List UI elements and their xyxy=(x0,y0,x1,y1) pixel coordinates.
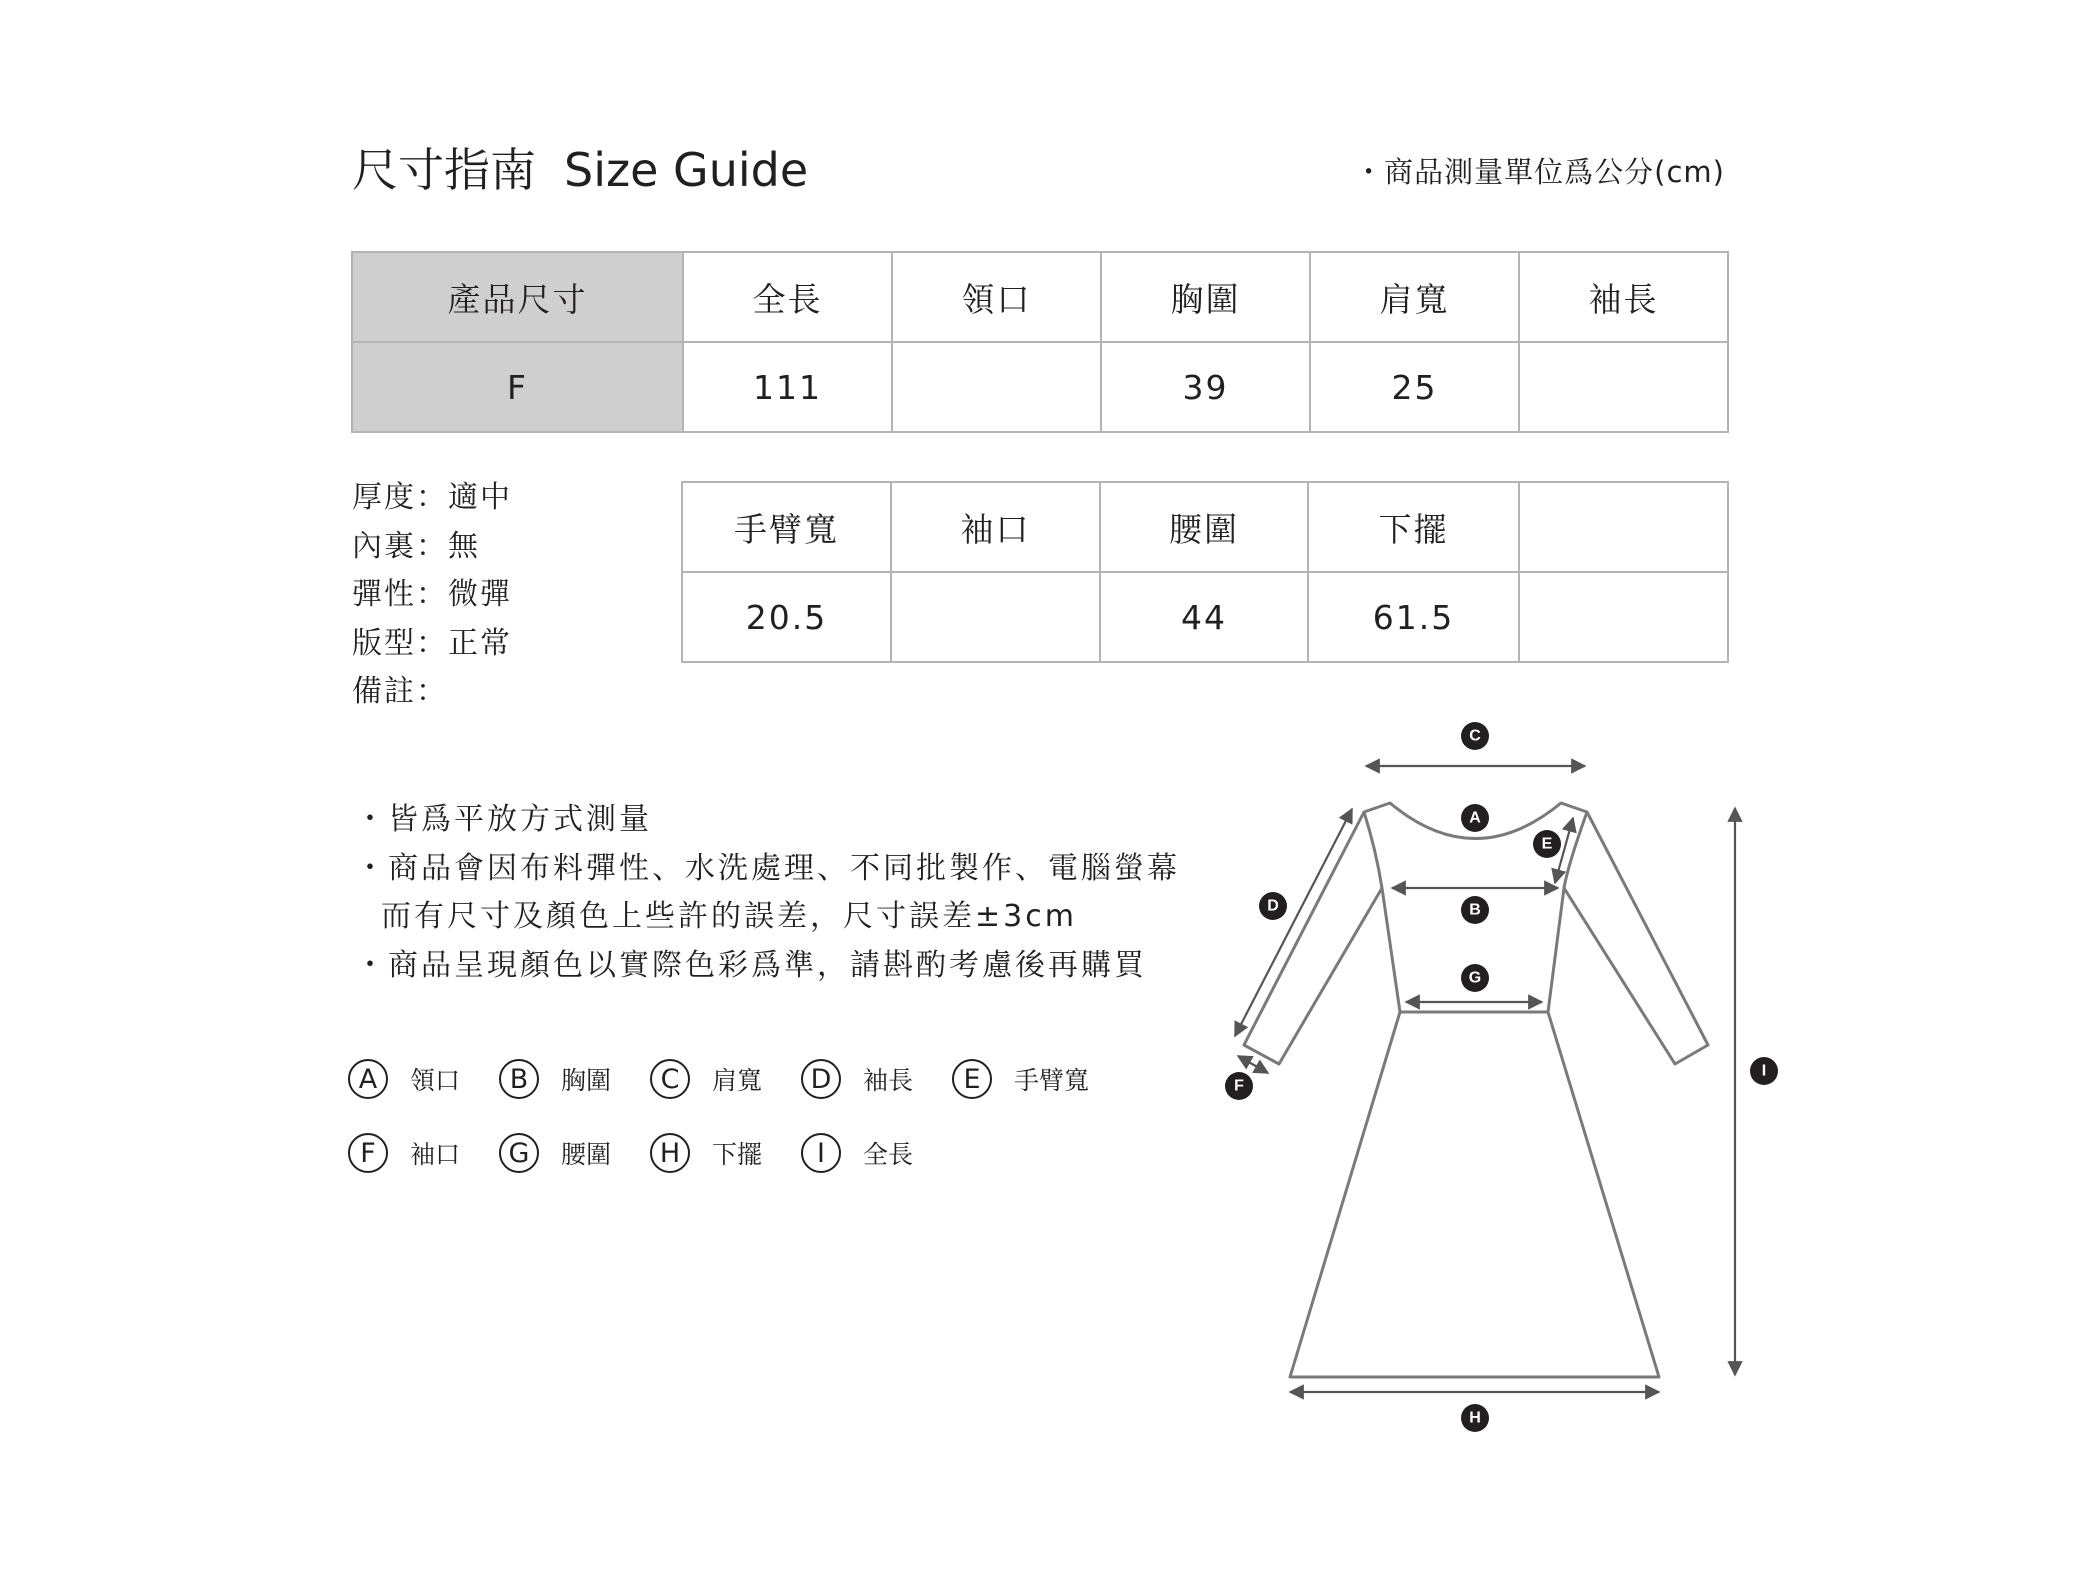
legend-item xyxy=(650,1056,801,1102)
table-row xyxy=(682,572,1728,662)
note-flat-measure: ・皆爲平放方式測量 xyxy=(355,802,652,837)
legend-label: 全長 xyxy=(863,1140,914,1169)
legend-item xyxy=(801,1056,952,1102)
size-table-secondary xyxy=(681,481,1729,663)
legend-row xyxy=(348,1056,1128,1102)
measurement-notes xyxy=(355,796,1180,990)
legend-label: 領口 xyxy=(410,1066,461,1095)
svg-text:I: I xyxy=(1761,1062,1767,1080)
arrow-cuff xyxy=(1238,1056,1268,1073)
col-arm-width-header: 手臂寬 xyxy=(682,482,891,572)
chest-value: 39 xyxy=(1101,342,1310,432)
sleeve-value xyxy=(1519,342,1728,432)
legend-letter-badge: B xyxy=(499,1059,539,1099)
col-sleeve-header: 袖長 xyxy=(1519,252,1728,342)
attribute-fit: 版型：正常 xyxy=(352,625,512,661)
svg-text:A: A xyxy=(1469,809,1481,827)
diagram-markers xyxy=(1225,722,1778,1432)
svg-text:D: D xyxy=(1267,897,1279,915)
legend-letter-badge: F xyxy=(348,1133,388,1173)
legend-item xyxy=(801,1130,952,1176)
legend-letter-badge: E xyxy=(952,1059,992,1099)
table-header-row xyxy=(352,252,1728,342)
svg-text:B: B xyxy=(1469,901,1481,919)
col-empty-header xyxy=(1519,482,1728,572)
legend-label: 下擺 xyxy=(712,1140,763,1169)
marker-c xyxy=(1461,722,1489,750)
legend-letter-badge: G xyxy=(499,1133,539,1173)
unit-note: ・商品測量單位爲公分(cm) xyxy=(1354,155,1725,189)
arm-width-value: 20.5 xyxy=(682,572,891,662)
legend-letter-badge: I xyxy=(801,1133,841,1173)
legend-letter-badge: A xyxy=(348,1059,388,1099)
legend-label: 袖口 xyxy=(410,1140,461,1169)
cuff-value xyxy=(891,572,1100,662)
attribute-lining: 內裏：無 xyxy=(352,528,480,564)
waist-value: 44 xyxy=(1100,572,1308,662)
note-variance-cont: 而有尺寸及顏色上些許的誤差，尺寸誤差±3cm xyxy=(381,899,1077,934)
legend-item xyxy=(952,1056,1103,1102)
marker-b xyxy=(1461,896,1489,924)
legend-letter-badge: C xyxy=(650,1059,690,1099)
marker-h xyxy=(1461,1404,1489,1432)
attribute-elasticity: 彈性：微彈 xyxy=(352,577,512,612)
legend-label: 胸圍 xyxy=(561,1066,612,1095)
legend-letter-badge: H xyxy=(650,1133,690,1173)
table-row xyxy=(352,342,1728,432)
legend-item xyxy=(499,1130,650,1176)
col-waist-header: 腰圍 xyxy=(1100,482,1308,572)
measurement-arrows xyxy=(1235,766,1735,1392)
title-chinese: 尺寸指南 xyxy=(352,143,536,197)
marker-d xyxy=(1259,892,1287,920)
col-hem-header: 下擺 xyxy=(1308,482,1519,572)
length-value: 111 xyxy=(683,342,892,432)
measurement-legend xyxy=(348,1056,1128,1204)
dress-left-sleeve xyxy=(1244,812,1382,1064)
note-variance: ・商品會因布料彈性、水洗處理、不同批製作、電腦螢幕 xyxy=(355,850,1180,886)
size-value: F xyxy=(352,342,683,432)
note-color: ・商品呈現顏色以實際色彩爲準，請斟酌考慮後再購買 xyxy=(355,947,1147,983)
svg-text:H: H xyxy=(1469,1409,1481,1427)
attribute-thickness: 厚度：適中 xyxy=(352,480,512,515)
arrow-sleeve-length xyxy=(1235,809,1352,1036)
legend-row xyxy=(348,1130,1128,1176)
legend-label: 腰圍 xyxy=(561,1140,612,1169)
table-header-row xyxy=(682,482,1728,572)
legend-label: 袖長 xyxy=(863,1066,914,1095)
size-table-main xyxy=(351,251,1729,433)
col-chest-header: 胸圍 xyxy=(1101,252,1310,342)
col-neckline-header: 領口 xyxy=(892,252,1101,342)
marker-i xyxy=(1750,1057,1778,1085)
fabric-attributes xyxy=(352,474,512,717)
col-size-header: 產品尺寸 xyxy=(352,252,683,342)
svg-text:F: F xyxy=(1234,1077,1244,1095)
legend-item xyxy=(650,1130,801,1176)
marker-g xyxy=(1461,964,1489,992)
marker-e xyxy=(1533,830,1561,858)
shoulder-value: 25 xyxy=(1310,342,1519,432)
legend-item xyxy=(348,1056,499,1102)
dress-measurement-diagram xyxy=(1200,700,1820,1460)
dress-skirt xyxy=(1290,1012,1659,1377)
col-cuff-header: 袖口 xyxy=(891,482,1100,572)
attribute-remarks: 備註： xyxy=(352,674,448,709)
col-length-header: 全長 xyxy=(683,252,892,342)
hem-value: 61.5 xyxy=(1308,572,1519,662)
svg-text:C: C xyxy=(1469,727,1481,745)
legend-label: 肩寬 xyxy=(712,1066,763,1095)
page-title xyxy=(352,140,808,200)
legend-label: 手臂寬 xyxy=(1014,1066,1090,1095)
neckline-value xyxy=(892,342,1101,432)
title-english: Size Guide xyxy=(564,143,809,197)
svg-text:E: E xyxy=(1541,835,1553,853)
marker-a xyxy=(1461,804,1489,832)
legend-letter-badge: D xyxy=(801,1059,841,1099)
empty-value xyxy=(1519,572,1728,662)
svg-text:G: G xyxy=(1468,969,1482,987)
legend-item xyxy=(348,1130,499,1176)
legend-item xyxy=(499,1056,650,1102)
marker-f xyxy=(1225,1072,1253,1100)
dress-right-sleeve xyxy=(1564,812,1708,1064)
col-shoulder-header: 肩寬 xyxy=(1310,252,1519,342)
